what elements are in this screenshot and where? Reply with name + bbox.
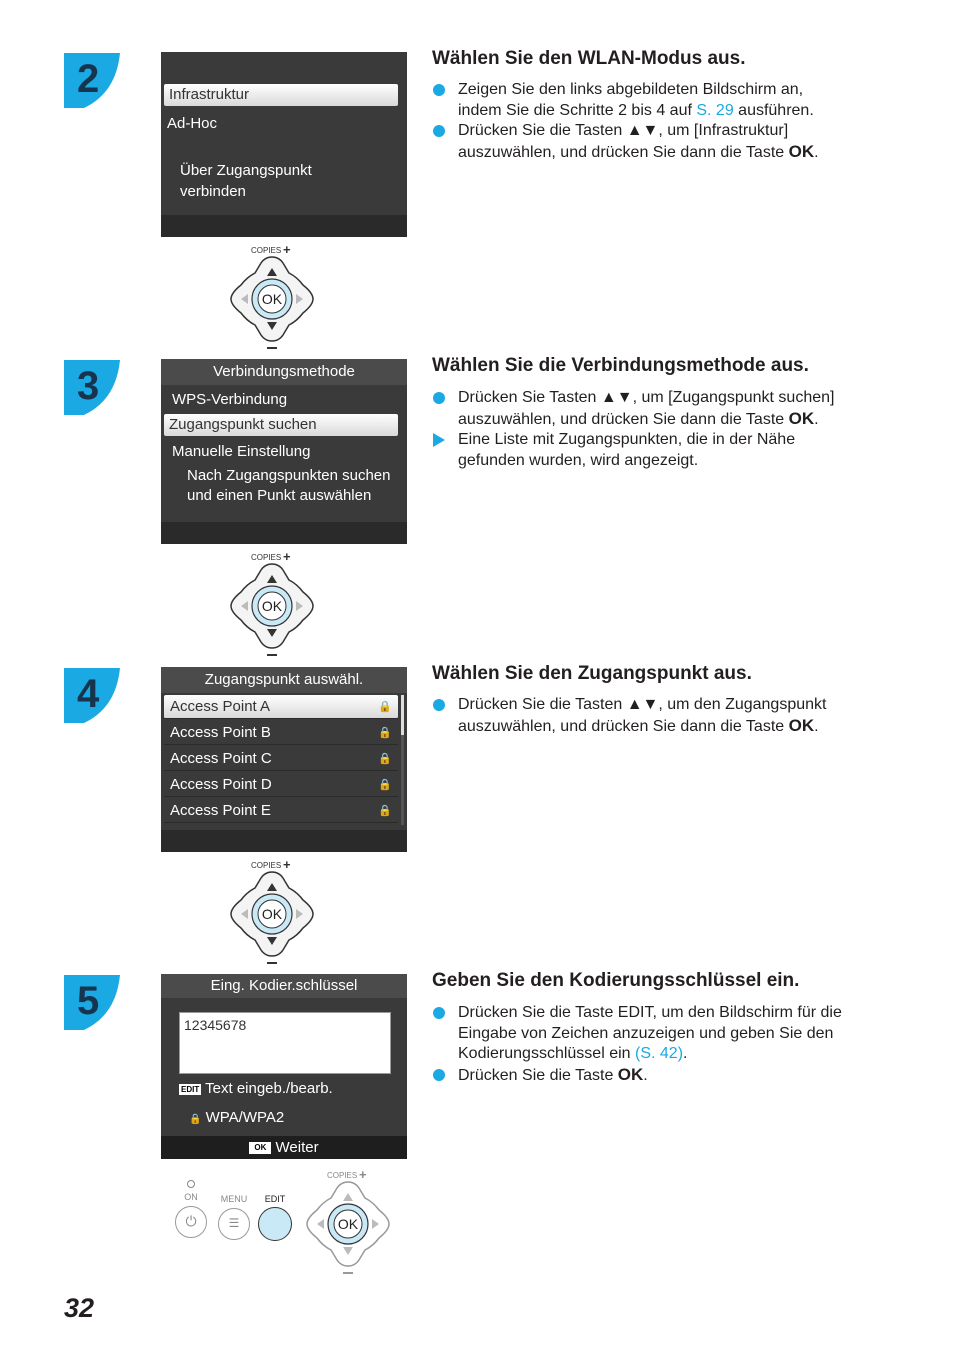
- bullet-item: Drücken Sie Tasten ▲▼, um [Zugangspunkt suchen] auszuwählen, und drücken Sie dann die Taste OK.: [432, 388, 882, 430]
- list-scrollbar[interactable]: [401, 695, 404, 825]
- lock-icon: 🔒: [378, 779, 392, 791]
- svg-text:+: +: [283, 550, 291, 564]
- printer-screen-access-points: [161, 667, 407, 852]
- screen-footer-next: OK Weiter: [161, 1136, 407, 1159]
- menu-button[interactable]: ☰: [218, 1208, 250, 1240]
- ok-tag-icon: OK: [249, 1142, 271, 1154]
- step-instructions: [432, 1003, 882, 1086]
- screen-footer: [161, 830, 407, 852]
- security-type: 🔒 WPA/WPA2: [189, 1109, 285, 1126]
- access-point-item[interactable]: Access Point D 🔒: [164, 773, 398, 797]
- edit-button-group: EDIT: [257, 1194, 293, 1241]
- access-point-item[interactable]: Access Point E 🔒: [164, 799, 398, 823]
- printer-screen-wlan-mode: [161, 52, 407, 237]
- svg-text:COPIES: COPIES: [327, 1171, 358, 1180]
- screen-footer: [161, 522, 407, 544]
- step-number-badge: 5: [64, 975, 120, 1030]
- svg-text:OK: OK: [337, 1216, 359, 1232]
- access-point-item[interactable]: Access Point B 🔒: [164, 721, 398, 745]
- key-input-value: 12345678: [184, 1017, 247, 1033]
- result-item: Eine Liste mit Zugangspunkten, die in der Nähe gefunden wurden, wird angezeigt.: [432, 430, 882, 471]
- menu-item-zugangspunkt-suchen[interactable]: Zugangspunkt suchen: [164, 414, 398, 436]
- svg-text:+: +: [359, 1168, 367, 1182]
- screen-description-line2: und einen Punkt auswählen: [187, 487, 372, 504]
- step-heading: Geben Sie den Kodierungsschlüssel ein.: [432, 970, 800, 991]
- screen-description-line2: verbinden: [180, 183, 246, 200]
- step-heading: Wählen Sie den WLAN-Modus aus.: [432, 48, 746, 69]
- screen-title: Zugangspunkt auswähl.: [161, 667, 407, 693]
- page-link[interactable]: S. 29: [696, 101, 734, 119]
- edit-hint: EDIT Text eingeb./bearb.: [181, 1080, 333, 1097]
- lock-icon: 🔒: [378, 701, 392, 713]
- control-pad: [227, 550, 317, 660]
- page-link[interactable]: (S. 42): [635, 1045, 684, 1063]
- bullet-icon: [433, 1069, 445, 1081]
- ok-button-icon: OK: [617, 1064, 644, 1084]
- lock-icon: 🔒: [189, 1114, 202, 1125]
- control-pad: [227, 243, 317, 353]
- step-heading: Wählen Sie den Zugangspunkt aus.: [432, 663, 752, 684]
- step-heading: Wählen Sie die Verbindungsmethode aus.: [432, 355, 809, 376]
- screen-footer: [161, 215, 407, 237]
- svg-text:OK: OK: [261, 906, 283, 922]
- screen-title: Verbindungsmethode: [161, 359, 407, 385]
- step-instructions: [432, 80, 882, 163]
- svg-text:COPIES: COPIES: [251, 553, 282, 562]
- screen-description-line1: Über Zugangspunkt: [180, 162, 312, 179]
- bullet-icon: [433, 699, 445, 711]
- bullet-item: Drücken Sie die Taste EDIT, um den Bildschirm für die Eingabe von Zeichen anzuzeigen und geben Sie den Kodierungsschlüssel ein (S. 42).: [432, 1003, 882, 1065]
- lock-icon: 🔒: [378, 753, 392, 765]
- control-pad: [303, 1168, 393, 1278]
- page-number: 32: [64, 1293, 95, 1323]
- svg-text:OK: OK: [261, 598, 283, 614]
- bullet-icon: [433, 1007, 445, 1019]
- bullet-icon: [433, 84, 445, 96]
- step-number-badge: 2: [64, 53, 120, 108]
- access-point-item[interactable]: Access Point A 🔒: [164, 695, 398, 719]
- bullet-item: Drücken Sie die Taste OK.: [432, 1065, 882, 1087]
- bullet-item: Drücken Sie die Tasten ▲▼, um [Infrastruktur] auszuwählen, und drücken Sie dann die Taste OK.: [432, 121, 882, 163]
- lock-icon: 🔒: [378, 727, 392, 739]
- result-arrow-icon: [433, 433, 445, 447]
- ok-button-icon: OK: [788, 408, 815, 428]
- printer-screen-connection-method: [161, 359, 407, 544]
- menu-item-adhoc[interactable]: Ad-Hoc: [167, 115, 218, 132]
- step-instructions: [432, 695, 882, 737]
- edit-button[interactable]: [258, 1207, 292, 1241]
- control-pad: [227, 858, 317, 968]
- svg-text:OK: OK: [261, 291, 283, 307]
- screen-description-line1: Nach Zugangspunkten suchen: [187, 467, 391, 484]
- menu-item-manuell[interactable]: Manuelle Einstellung: [172, 443, 311, 460]
- step-number-badge: 4: [64, 668, 120, 723]
- on-button-group: ON ⏻: [174, 1180, 208, 1238]
- lock-icon: 🔒: [378, 805, 392, 817]
- svg-text:+: +: [283, 858, 291, 872]
- ok-button-icon: OK: [788, 141, 815, 161]
- printer-screen-encryption-key: [161, 974, 407, 1159]
- step-instructions: [432, 388, 882, 471]
- power-button[interactable]: ⏻: [175, 1206, 207, 1238]
- screen-title: Eing. Kodier.schlüssel: [161, 974, 407, 998]
- menu-item-infrastruktur[interactable]: Infrastruktur: [164, 84, 398, 106]
- step-number-badge: 3: [64, 360, 120, 415]
- svg-text:COPIES: COPIES: [251, 861, 282, 870]
- edit-tag-icon: EDIT: [181, 1084, 200, 1094]
- key-input-field[interactable]: [179, 1012, 391, 1074]
- bullet-item: Zeigen Sie den links abgebildeten Bildschirm an, indem Sie die Schritte 2 bis 4 auf S. 29 ausführen.: [432, 80, 882, 121]
- menu-item-wps[interactable]: WPS-Verbindung: [172, 391, 288, 408]
- bullet-icon: [433, 392, 445, 404]
- ok-button-icon: OK: [788, 715, 815, 735]
- svg-text:COPIES: COPIES: [251, 246, 282, 255]
- access-point-item[interactable]: Access Point C 🔒: [164, 747, 398, 771]
- menu-button-group: MENU ☰: [216, 1194, 252, 1240]
- bullet-item: Drücken Sie die Tasten ▲▼, um den Zugangspunkt auszuwählen, und drücken Sie dann die Taste OK.: [432, 695, 882, 737]
- power-indicator-icon: [187, 1180, 195, 1188]
- bullet-icon: [433, 125, 445, 137]
- svg-text:+: +: [283, 243, 291, 257]
